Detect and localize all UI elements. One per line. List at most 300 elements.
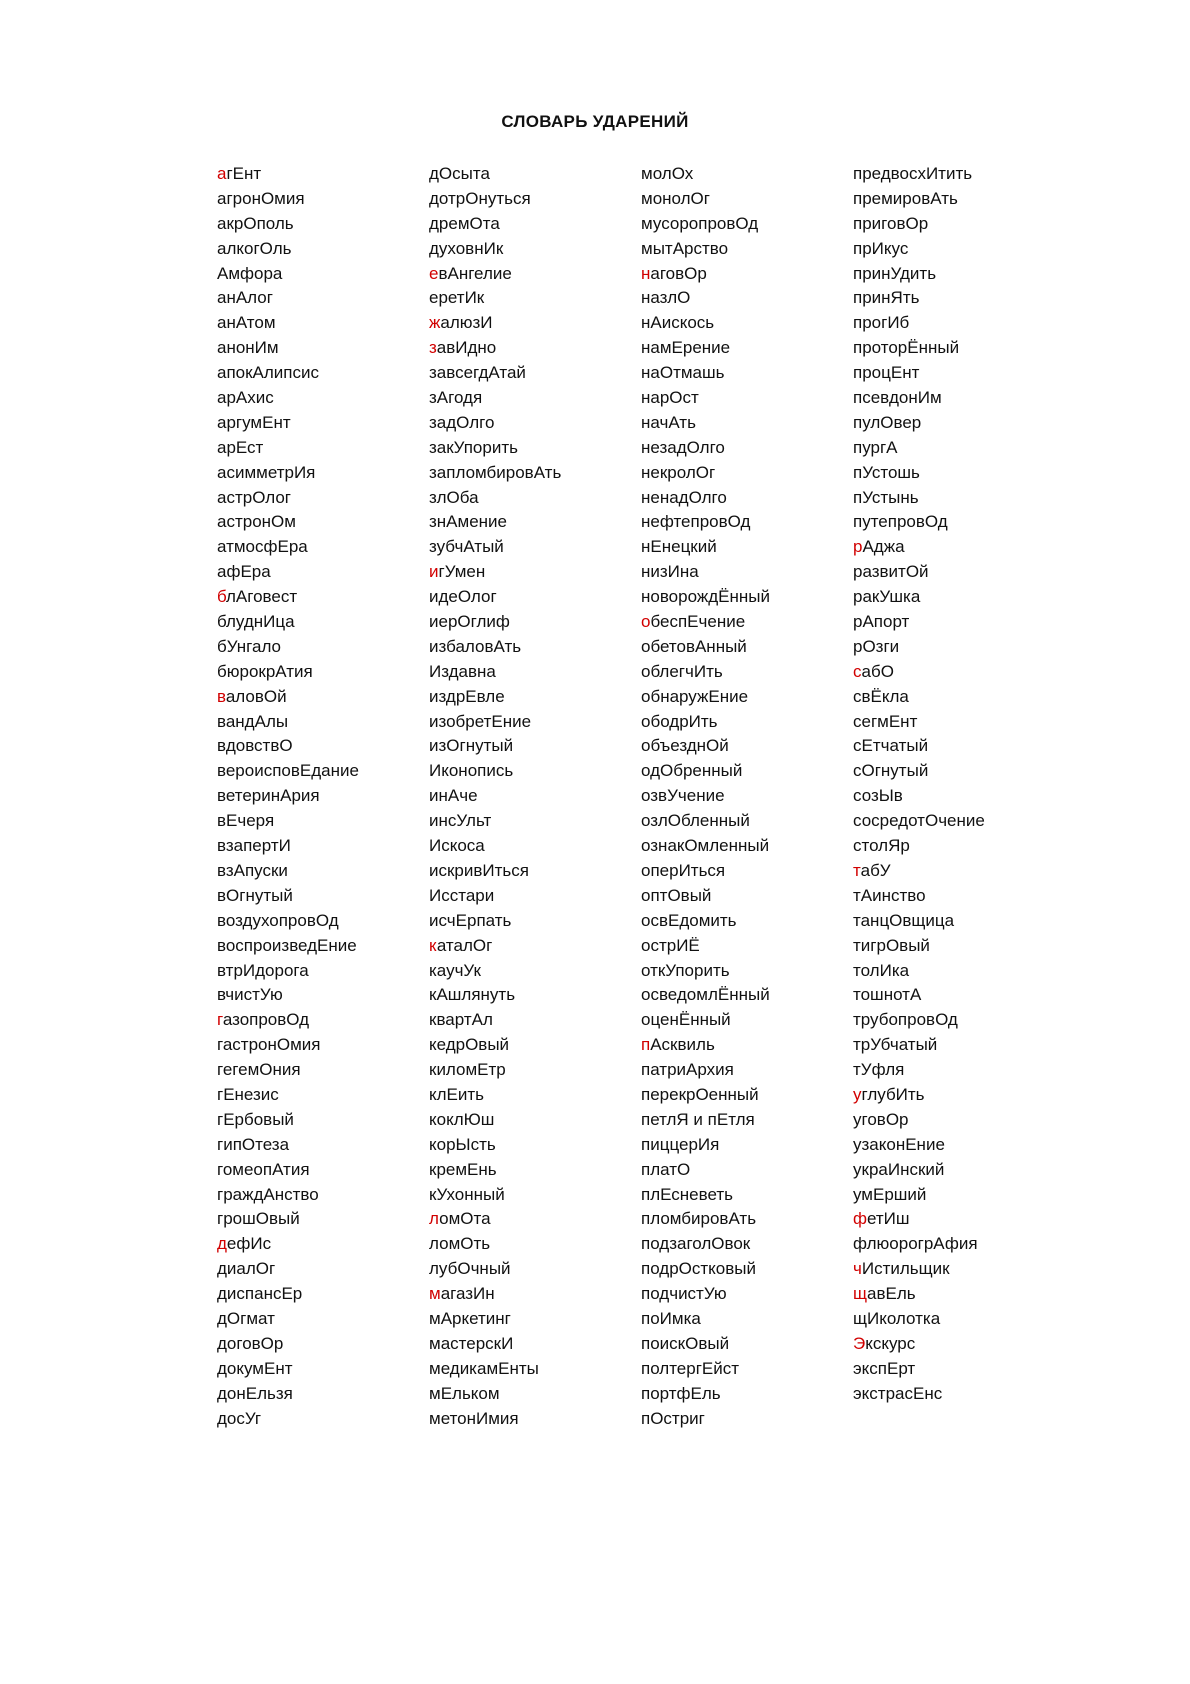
dictionary-word xyxy=(429,535,561,560)
word-text: диалОг xyxy=(217,1259,276,1279)
word-text: процЕнт xyxy=(853,363,920,383)
dictionary-word xyxy=(853,1257,985,1282)
word-text: докумЕнт xyxy=(217,1358,293,1378)
dictionary-word xyxy=(853,1158,985,1183)
word-text: кУхонный xyxy=(429,1184,505,1204)
word-text: экспЕрт xyxy=(853,1358,916,1378)
dictionary-word xyxy=(641,1207,770,1232)
word-text: вОгнутый xyxy=(217,885,293,905)
word-text: асимметрИя xyxy=(217,462,316,482)
word-text: принУдить xyxy=(853,263,937,283)
word-text: квартАл xyxy=(429,1010,493,1030)
word-text: сЕтчатый xyxy=(853,736,929,756)
dictionary-word xyxy=(429,1207,561,1232)
dictionary-word xyxy=(217,1083,359,1108)
dictionary-word xyxy=(429,1332,561,1357)
dictionary-word xyxy=(217,411,359,436)
word-text: проторЁнный xyxy=(853,338,960,358)
word-columns xyxy=(0,162,1190,1428)
word-text: гегемОния xyxy=(217,1060,301,1080)
dictionary-word xyxy=(429,361,561,386)
word-text: откУпорить xyxy=(641,960,730,980)
dictionary-word xyxy=(217,535,359,560)
word-text: ефИс xyxy=(226,1234,272,1254)
dictionary-word xyxy=(429,759,561,784)
highlighted-initial-letter: ч xyxy=(853,1259,862,1279)
dictionary-word xyxy=(429,1232,561,1257)
word-text: завсегдАтай xyxy=(429,363,526,383)
dictionary-word xyxy=(429,1058,561,1083)
word-text: тошнотА xyxy=(853,985,922,1005)
word-text: Аджа xyxy=(862,537,905,557)
word-text: гУмен xyxy=(438,562,486,582)
dictionary-word xyxy=(429,262,561,287)
word-column-3 xyxy=(641,162,770,1431)
word-text: объезднОй xyxy=(641,736,729,756)
word-text: лубОчный xyxy=(429,1259,511,1279)
word-text: коклЮш xyxy=(429,1109,495,1129)
word-text: закУпорить xyxy=(429,437,518,457)
word-text: вдовствО xyxy=(217,736,293,756)
dictionary-word xyxy=(853,212,985,237)
word-text: свЁкла xyxy=(853,686,909,706)
word-text: подзаголОвок xyxy=(641,1234,751,1254)
word-text: флюорогрАфия xyxy=(853,1234,978,1254)
word-text: блуднИца xyxy=(217,612,295,632)
dictionary-word xyxy=(641,1332,770,1357)
word-text: алкогОль xyxy=(217,238,292,258)
word-text: кедрОвый xyxy=(429,1035,510,1055)
word-text: одОбренный xyxy=(641,761,743,781)
dictionary-word xyxy=(429,1183,561,1208)
dictionary-word xyxy=(217,1332,359,1357)
word-text: ненадОлго xyxy=(641,487,727,507)
word-text: назлО xyxy=(641,288,691,308)
dictionary-word xyxy=(853,1008,985,1033)
dictionary-word xyxy=(641,1158,770,1183)
dictionary-word xyxy=(853,635,985,660)
dictionary-word xyxy=(429,461,561,486)
word-text: донЕльзя xyxy=(217,1383,293,1403)
word-text: Иконопись xyxy=(429,761,514,781)
word-text: мусоропровОд xyxy=(641,213,759,233)
word-text: изОгнутый xyxy=(429,736,514,756)
word-text: трУбчатый xyxy=(853,1035,938,1055)
word-text: вероисповЕдание xyxy=(217,761,359,781)
dictionary-word xyxy=(429,983,561,1008)
highlighted-initial-letter: а xyxy=(217,164,227,183)
word-text: гомеопАтия xyxy=(217,1159,310,1179)
highlighted-initial-letter: з xyxy=(429,338,437,358)
dictionary-word xyxy=(429,784,561,809)
word-text: премировАть xyxy=(853,188,958,208)
word-text: корЫсть xyxy=(429,1134,496,1154)
dictionary-word xyxy=(853,262,985,287)
dictionary-word xyxy=(853,585,985,610)
word-text: анАтом xyxy=(217,313,276,333)
word-text: знАмение xyxy=(429,512,508,532)
dictionary-word xyxy=(217,262,359,287)
dictionary-word xyxy=(641,784,770,809)
word-text: Исстари xyxy=(429,885,495,905)
highlighted-initial-letter: д xyxy=(217,1234,227,1254)
dictionary-word xyxy=(217,1108,359,1133)
dictionary-word xyxy=(217,286,359,311)
word-text: досУг xyxy=(217,1408,262,1428)
dictionary-word xyxy=(217,1282,359,1307)
dictionary-word xyxy=(429,734,561,759)
word-text: трубопровОд xyxy=(853,1010,958,1030)
dictionary-word xyxy=(641,734,770,759)
dictionary-word xyxy=(429,710,561,735)
highlighted-initial-letter: в xyxy=(217,686,226,706)
dictionary-word xyxy=(641,884,770,909)
dictionary-word xyxy=(641,834,770,859)
word-text: узаконЕние xyxy=(853,1134,945,1154)
highlighted-initial-letter: и xyxy=(429,562,439,582)
dictionary-word xyxy=(429,1357,561,1382)
word-text: танцОвщица xyxy=(853,910,955,930)
dictionary-word xyxy=(641,461,770,486)
dictionary-word xyxy=(429,1282,561,1307)
dictionary-word xyxy=(641,361,770,386)
dictionary-word xyxy=(217,560,359,585)
dictionary-word xyxy=(429,411,561,436)
word-text: иерОглиф xyxy=(429,612,510,632)
dictionary-word xyxy=(217,1382,359,1407)
dictionary-word xyxy=(217,1033,359,1058)
word-text: пургА xyxy=(853,437,898,457)
word-text: поискОвый xyxy=(641,1333,730,1353)
dictionary-word xyxy=(217,1232,359,1257)
word-text: Искоса xyxy=(429,836,485,856)
word-text: начАть xyxy=(641,412,696,432)
word-text: Издавна xyxy=(429,661,496,681)
dictionary-word xyxy=(641,1058,770,1083)
dictionary-word xyxy=(429,486,561,511)
word-text: астронОм xyxy=(217,512,296,532)
word-text: договОр xyxy=(217,1333,284,1353)
dictionary-word xyxy=(429,909,561,934)
word-text: лАговест xyxy=(225,587,298,607)
word-text: подрОстковый xyxy=(641,1259,756,1279)
dictionary-word xyxy=(641,486,770,511)
word-text: абО xyxy=(861,661,894,681)
dictionary-word xyxy=(217,237,359,262)
word-text: дОгмат xyxy=(217,1308,275,1328)
word-text: вчистУю xyxy=(217,985,283,1005)
highlighted-initial-letter: н xyxy=(641,263,651,283)
dictionary-word xyxy=(641,859,770,884)
word-text: портфЕль xyxy=(641,1383,721,1403)
dictionary-word xyxy=(853,1232,985,1257)
word-text: приговОр xyxy=(853,213,929,233)
word-text: нефтепровОд xyxy=(641,512,751,532)
word-text: зАгодя xyxy=(429,388,483,408)
word-text: издрЕвле xyxy=(429,686,505,706)
dictionary-word xyxy=(429,1307,561,1332)
highlighted-initial-letter: м xyxy=(429,1284,441,1304)
word-text: псевдонИм xyxy=(853,388,942,408)
word-text: избаловАть xyxy=(429,636,522,656)
word-text: атмосфЕра xyxy=(217,537,308,557)
word-text: бюрокрАтия xyxy=(217,661,313,681)
dictionary-word xyxy=(641,311,770,336)
word-text: экстрасЕнс xyxy=(853,1383,943,1403)
dictionary-word xyxy=(853,1083,985,1108)
dictionary-word xyxy=(217,510,359,535)
dictionary-word xyxy=(217,1307,359,1332)
word-text: обнаружЕние xyxy=(641,686,749,706)
dictionary-word xyxy=(853,1033,985,1058)
dictionary-word xyxy=(641,983,770,1008)
word-text: Истильщик xyxy=(861,1259,950,1279)
highlighted-initial-letter: р xyxy=(853,537,863,557)
word-text: злОба xyxy=(429,487,479,507)
word-text: полтергЕйст xyxy=(641,1358,740,1378)
dictionary-word xyxy=(429,959,561,984)
dictionary-word xyxy=(641,436,770,461)
dictionary-word xyxy=(641,1133,770,1158)
word-text: анонИм xyxy=(217,338,279,358)
word-text: ветеринАрия xyxy=(217,786,320,806)
word-text: медикамЕнты xyxy=(429,1358,539,1378)
word-text: поИмка xyxy=(641,1308,701,1328)
dictionary-word xyxy=(853,909,985,934)
word-text: обетовАнный xyxy=(641,636,747,656)
dictionary-word xyxy=(641,1307,770,1332)
dictionary-word xyxy=(641,386,770,411)
word-text: афЕра xyxy=(217,562,271,582)
dictionary-word xyxy=(853,934,985,959)
word-text: мАркетинг xyxy=(429,1308,511,1328)
dictionary-word xyxy=(429,187,561,212)
word-text: задОлго xyxy=(429,412,495,432)
dictionary-word xyxy=(429,934,561,959)
dictionary-word xyxy=(217,1158,359,1183)
dictionary-word xyxy=(217,1257,359,1282)
word-text: искривИться xyxy=(429,860,529,880)
word-text: нЕнецкий xyxy=(641,537,717,557)
highlighted-initial-letter: к xyxy=(429,935,437,955)
dictionary-word xyxy=(217,909,359,934)
word-text: Амфора xyxy=(217,263,283,283)
dictionary-word xyxy=(429,1133,561,1158)
word-text: путепровОд xyxy=(853,512,948,532)
dictionary-word xyxy=(217,1058,359,1083)
word-text: развитОй xyxy=(853,562,929,582)
dictionary-word xyxy=(641,510,770,535)
dictionary-word xyxy=(641,1183,770,1208)
word-text: гЕрбовый xyxy=(217,1109,294,1129)
word-text: осведомлЁнный xyxy=(641,985,770,1005)
dictionary-word xyxy=(853,336,985,361)
word-text: воздухопровОд xyxy=(217,910,339,930)
word-column-2 xyxy=(429,162,561,1431)
dictionary-word xyxy=(217,734,359,759)
dictionary-word xyxy=(853,1282,985,1307)
word-text: мЕльком xyxy=(429,1383,500,1403)
dictionary-word xyxy=(217,859,359,884)
dictionary-word xyxy=(853,610,985,635)
dictionary-word xyxy=(641,535,770,560)
word-text: уговОр xyxy=(853,1109,909,1129)
dictionary-word xyxy=(429,336,561,361)
dictionary-word xyxy=(853,486,985,511)
highlighted-initial-letter: ф xyxy=(853,1209,867,1229)
dictionary-word xyxy=(217,983,359,1008)
word-text: оценЁнный xyxy=(641,1010,731,1030)
dictionary-word xyxy=(853,685,985,710)
dictionary-word xyxy=(641,1257,770,1282)
word-text: прИкус xyxy=(853,238,909,258)
dictionary-word xyxy=(853,734,985,759)
dictionary-word xyxy=(429,286,561,311)
dictionary-word xyxy=(853,187,985,212)
dictionary-word xyxy=(641,162,770,187)
dictionary-word xyxy=(853,1058,985,1083)
word-text: етИш xyxy=(867,1209,910,1229)
dictionary-word xyxy=(429,635,561,660)
word-text: исчЕрпать xyxy=(429,910,512,930)
word-text: взапертИ xyxy=(217,836,291,856)
dictionary-word xyxy=(429,436,561,461)
dictionary-word xyxy=(217,685,359,710)
word-text: каучУк xyxy=(429,960,481,980)
dictionary-word xyxy=(641,909,770,934)
word-text: гастронОмия xyxy=(217,1035,321,1055)
highlighted-initial-letter: г xyxy=(217,1010,223,1030)
highlighted-initial-letter: ж xyxy=(429,313,441,333)
word-text: ракУшка xyxy=(853,587,921,607)
dictionary-word xyxy=(853,1357,985,1382)
dictionary-word xyxy=(853,237,985,262)
dictionary-word xyxy=(429,1033,561,1058)
word-text: рОзги xyxy=(853,636,900,656)
dictionary-word xyxy=(217,809,359,834)
word-text: киломЕтр xyxy=(429,1060,506,1080)
dictionary-word xyxy=(217,710,359,735)
word-column-1 xyxy=(217,162,359,1431)
dictionary-word xyxy=(853,959,985,984)
dictionary-word xyxy=(641,1232,770,1257)
word-text: тигрОвый xyxy=(853,935,930,955)
word-text: аговОр xyxy=(650,263,707,283)
word-text: авИдно xyxy=(436,338,497,358)
dictionary-word xyxy=(853,162,985,187)
word-text: клЕить xyxy=(429,1084,485,1104)
word-text: перекрОенный xyxy=(641,1084,759,1104)
word-text: азопровОд xyxy=(222,1010,310,1030)
dictionary-word xyxy=(217,1357,359,1382)
word-text: мытАрство xyxy=(641,238,729,258)
dictionary-word xyxy=(853,1108,985,1133)
word-text: пиццерИя xyxy=(641,1134,720,1154)
dictionary-word xyxy=(217,361,359,386)
word-text: прогИб xyxy=(853,313,910,333)
word-text: ознакОмленный xyxy=(641,836,770,856)
word-text: кАшлянуть xyxy=(429,985,516,1005)
word-text: запломбировАть xyxy=(429,462,562,482)
dictionary-word xyxy=(853,710,985,735)
dictionary-word xyxy=(217,784,359,809)
dictionary-word xyxy=(641,1357,770,1382)
highlighted-initial-letter: Э xyxy=(853,1333,866,1353)
dictionary-word xyxy=(217,585,359,610)
word-text: пломбировАть xyxy=(641,1209,757,1229)
dictionary-word xyxy=(217,1133,359,1158)
dictionary-word xyxy=(429,1407,561,1432)
word-text: омОта xyxy=(439,1209,491,1229)
dictionary-word xyxy=(429,510,561,535)
word-text: озвУчение xyxy=(641,786,725,806)
word-text: глубИть xyxy=(861,1084,925,1104)
dictionary-word xyxy=(641,1382,770,1407)
word-text: инАче xyxy=(429,786,478,806)
dictionary-word xyxy=(641,610,770,635)
dictionary-word xyxy=(429,1083,561,1108)
word-text: астрОлог xyxy=(217,487,291,507)
word-text: кскурс xyxy=(865,1333,916,1353)
word-text: столЯр xyxy=(853,836,910,856)
dictionary-word xyxy=(853,859,985,884)
word-text: аргумЕнт xyxy=(217,412,291,432)
dictionary-word xyxy=(853,1183,985,1208)
dictionary-word xyxy=(217,759,359,784)
word-text: принЯть xyxy=(853,288,920,308)
dictionary-word xyxy=(641,286,770,311)
word-text: щИколотка xyxy=(853,1308,941,1328)
word-text: абУ xyxy=(860,860,891,880)
dictionary-word xyxy=(853,286,985,311)
word-text: гипОтеза xyxy=(217,1134,290,1154)
dictionary-word xyxy=(217,1407,359,1432)
word-text: сегмЕнт xyxy=(853,711,918,731)
dictionary-word xyxy=(853,1332,985,1357)
dictionary-word xyxy=(641,187,770,212)
dictionary-word xyxy=(641,585,770,610)
word-text: втрИдорога xyxy=(217,960,309,980)
word-text: пУстынь xyxy=(853,487,919,507)
highlighted-initial-letter: о xyxy=(641,612,651,632)
word-text: монолОг xyxy=(641,188,710,208)
word-text: оперИться xyxy=(641,860,726,880)
dictionary-word xyxy=(429,386,561,411)
word-text: диспансЕр xyxy=(217,1284,303,1304)
word-text: беспЕчение xyxy=(650,612,746,632)
dictionary-word xyxy=(641,934,770,959)
dictionary-word xyxy=(641,336,770,361)
dictionary-word xyxy=(853,386,985,411)
word-text: подчистУю xyxy=(641,1284,727,1304)
dictionary-word xyxy=(217,1207,359,1232)
word-text: агазИн xyxy=(440,1284,495,1304)
word-text: наОтмашь xyxy=(641,363,725,383)
dictionary-word xyxy=(429,1108,561,1133)
dictionary-word xyxy=(217,311,359,336)
dictionary-word xyxy=(853,510,985,535)
word-text: бУнгало xyxy=(217,636,282,656)
word-text: озлОбленный xyxy=(641,811,750,831)
dictionary-word xyxy=(641,809,770,834)
word-text: аталОг xyxy=(436,935,493,955)
dictionary-word xyxy=(217,187,359,212)
word-text: острИЁ xyxy=(641,935,700,955)
dictionary-word xyxy=(641,710,770,735)
dictionary-word xyxy=(853,1133,985,1158)
word-text: оптОвый xyxy=(641,885,712,905)
word-text: созЫв xyxy=(853,786,903,806)
